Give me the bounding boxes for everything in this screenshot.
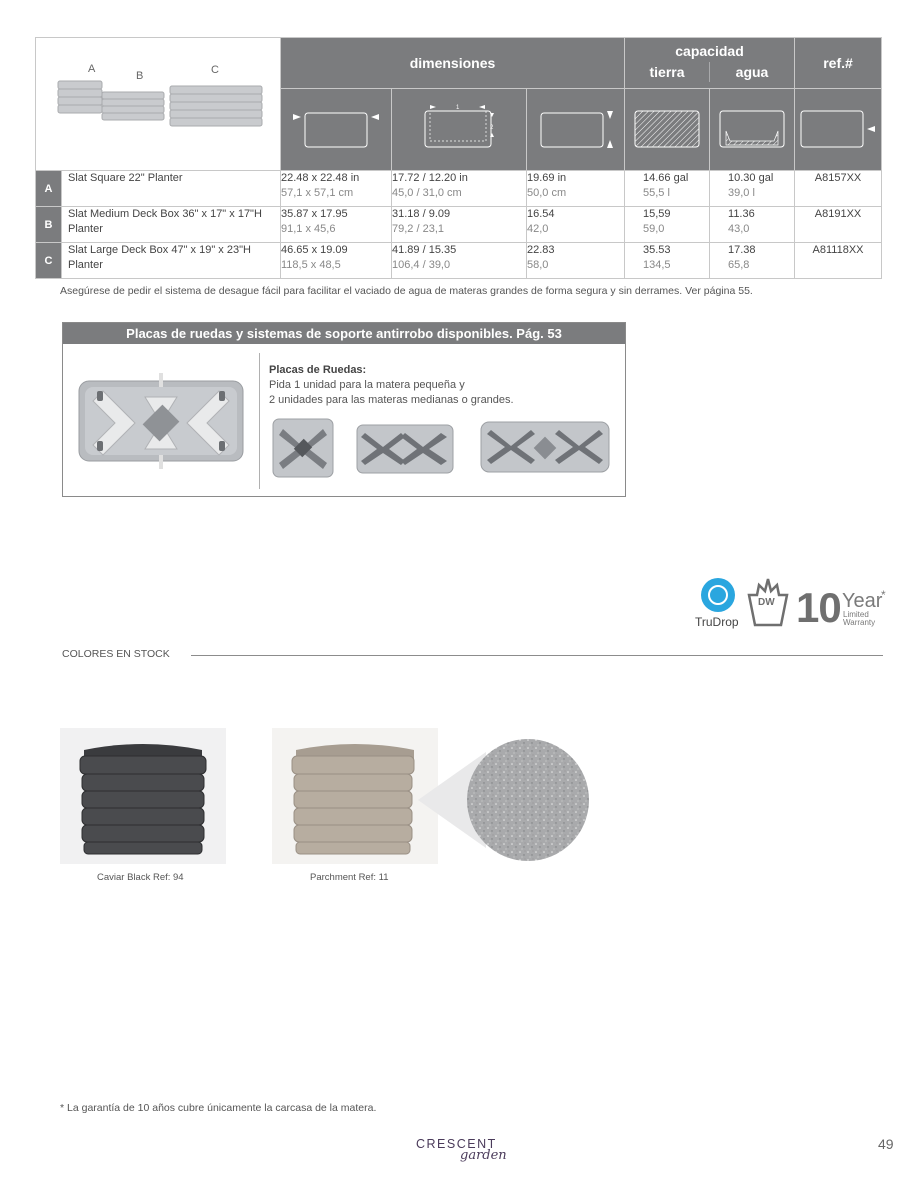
height-value: 22.83 58,0 xyxy=(527,243,625,279)
svg-text:1: 1 xyxy=(456,105,460,111)
brand-logo-script: garden xyxy=(460,1148,507,1163)
product-overview-image xyxy=(36,38,281,171)
swatch-caption-caviar-black: Caviar Black Ref: 94 xyxy=(97,872,184,883)
svg-text:2: 2 xyxy=(490,125,494,131)
warranty-footnote: * La garantía de 10 años cubre únicamente la carcasa de la matera. xyxy=(60,1102,377,1114)
swatch-caption-parchment: Parchment Ref: 11 xyxy=(310,872,389,883)
height-value: 19.69 in 50,0 cm xyxy=(527,171,625,207)
outer-dimension-value: 22.48 x 22.48 in 57,1 x 57,1 cm xyxy=(281,171,392,207)
trudrop-icon xyxy=(700,577,736,613)
inner-dimension-value: 17.72 / 12.20 in 45,0 / 31,0 cm xyxy=(392,171,527,207)
water-capacity-icon xyxy=(710,89,795,171)
water-value: 10.30 gal 39,0 l xyxy=(710,171,795,207)
texture-zoom-image xyxy=(414,738,606,864)
product-label-b: B xyxy=(136,70,144,82)
product-label-a: A xyxy=(88,63,96,75)
page-number: 49 xyxy=(878,1136,894,1152)
ref-value: A8157XX xyxy=(795,171,882,207)
outer-dimension-value: 35.87 x 17.95 91,1 x 45,6 xyxy=(281,207,392,243)
wheel-plate-text xyxy=(269,363,514,408)
table-row xyxy=(36,207,882,243)
row-label: A xyxy=(36,171,62,207)
wheel-box-divider xyxy=(259,353,260,489)
height-value: 16.54 42,0 xyxy=(527,207,625,243)
header-dimensions: dimensiones xyxy=(281,38,625,89)
swatch-caviar-black xyxy=(60,728,226,864)
outer-dimension-icon xyxy=(281,89,392,171)
inner-dimension-value: 31.18 / 9.09 79,2 / 23,1 xyxy=(392,207,527,243)
row-label: C xyxy=(36,243,62,279)
warranty-asterisk: * xyxy=(881,588,886,602)
warranty-year-word: Year xyxy=(842,590,883,612)
product-name: Slat Medium Deck Box 36" x 17" x 17"H Planter xyxy=(62,207,281,243)
wheel-plate-large-image xyxy=(479,420,611,474)
table-row xyxy=(36,243,882,279)
header-capacity-label: capacidad xyxy=(675,43,744,59)
wheel-plate-box xyxy=(62,322,626,497)
soil-value: 14.66 gal 55,5 l xyxy=(625,171,710,207)
header-water: agua xyxy=(735,64,769,80)
ref-icon xyxy=(795,89,882,171)
soil-capacity-icon xyxy=(625,89,710,171)
ref-value: A8191XX xyxy=(795,207,882,243)
wheel-box-title: Placas de ruedas y sistemas de soporte antirrobo disponibles. Pág. 53 xyxy=(63,323,625,344)
soil-value: 15,59 59,0 xyxy=(625,207,710,243)
header-soil: tierra xyxy=(649,64,685,80)
drain-note: Asegúrese de pedir el sistema de desague fácil para facilitar el vaciado de agua de materas grandes de forma segura y sin derrames. Ver página 55. xyxy=(60,285,753,297)
height-dimension-icon xyxy=(527,89,625,171)
wheel-plate-small-image xyxy=(271,417,335,479)
wheel-plate-heading: Placas de Ruedas: xyxy=(269,364,367,376)
dw-label: DW xyxy=(758,597,775,608)
spec-table xyxy=(35,37,882,279)
table-row xyxy=(36,171,882,207)
header-capacity xyxy=(625,38,795,89)
colors-divider xyxy=(191,655,883,656)
trudrop-label: TruDrop xyxy=(695,615,739,629)
water-value: 11.36 43,0 xyxy=(710,207,795,243)
wheel-plate-line-1: Pida 1 unidad para la matera pequeña y xyxy=(269,379,465,391)
inner-dimension-value: 41.89 / 15.35 106,4 / 39,0 xyxy=(392,243,527,279)
brand-logo: CRESCENT xyxy=(416,1137,497,1151)
warranty-limited: Limited Warranty xyxy=(843,610,876,627)
wheel-plate-line-2: 2 unidades para las materas medianas o grandes. xyxy=(269,394,514,406)
warranty-years: 10 xyxy=(796,584,841,631)
inner-dimension-icon xyxy=(392,89,527,171)
outer-dimension-value: 46.65 x 19.09 118,5 x 48,5 xyxy=(281,243,392,279)
header-ref: ref.# xyxy=(795,38,882,89)
product-name: Slat Square 22" Planter xyxy=(62,171,281,207)
soil-value: 35.53 134,5 xyxy=(625,243,710,279)
product-name: Slat Large Deck Box 47" x 19" x 23"H Planter xyxy=(62,243,281,279)
product-label-c: C xyxy=(211,64,219,76)
ref-value: A81118XX xyxy=(795,243,882,279)
water-value: 17.38 65,8 xyxy=(710,243,795,279)
wheel-plate-medium-image xyxy=(355,423,455,475)
wheel-plate-main-image xyxy=(75,373,247,469)
colors-in-stock-label: COLORES EN STOCK xyxy=(62,648,170,660)
row-label: B xyxy=(36,207,62,243)
